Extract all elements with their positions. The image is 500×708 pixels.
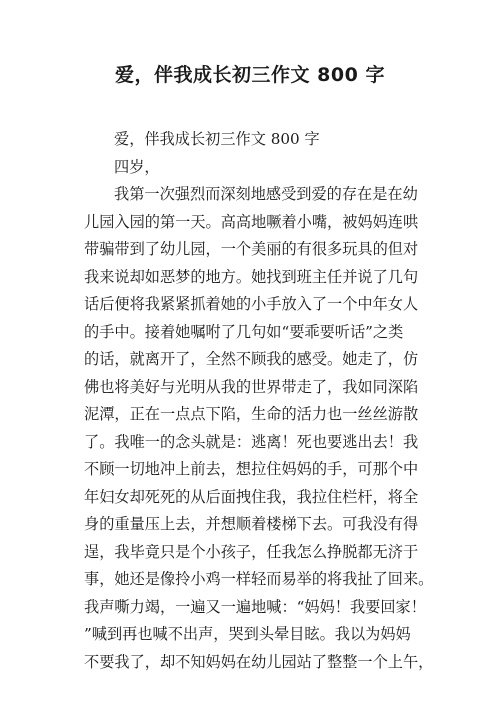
paragraph-line: 带骗带到了幼儿园，一个美丽的有很多玩具的但对 (84, 240, 419, 258)
paragraph-line: 不要我了，却不知妈妈在幼儿园站了整整一个上午， (84, 652, 434, 671)
paragraph-line: 逞，我毕竟只是个小孩子，任我怎么挣脱都无济于 (84, 542, 419, 561)
paragraph-line: 我第一次强烈而深刻地感受到爱的存在是在幼 (114, 185, 418, 203)
paragraph-line: 我来说却如恶梦的地方。她找到班主任并说了几句 (84, 267, 419, 286)
paragraph-line: 事，她还是像拎小鸡一样轻而易举的将我扯了回来。 (84, 570, 434, 588)
paragraph-line: 身的重量压上去，并想顺着楼梯下去。可我没有得 (84, 515, 419, 533)
paragraph-line: ”喊到再也喊不出声，哭到头晕目眩。我以为妈妈 (84, 625, 411, 643)
paragraph-line: 了。我唯一的念头就是：逃离！死也要逃出去！我 (84, 432, 419, 451)
paragraph-line: 的手中。接着她嘱咐了几句如“要乖要听话”之类 (84, 322, 404, 341)
age-line: 四岁， (114, 157, 160, 176)
paragraph-line: 不顾一切地冲上前去，想拉住妈妈的手，可那个中 (84, 460, 419, 478)
heading-repeat: 爱，伴我成长初三作文 800 字 (114, 130, 320, 148)
paragraph-line: 的话，就离开了，全然不顾我的感受。她走了，仿 (84, 350, 419, 368)
paragraph-line: 泥潭，正在一点点下陷，生命的活力也一丝丝游散 (84, 405, 419, 423)
document-title: 爱，伴我成长初三作文 800 字 (115, 64, 385, 86)
paragraph-line: 年妇女却死死的从后面拽住我，我拉住栏杆，将全 (84, 487, 419, 506)
paragraph-line: 儿园入园的第一天。高高地噘着小嘴，被妈妈连哄 (84, 212, 419, 231)
paragraph-line: 佛也将美好与光明从我的世界带走了，我如同深陷 (84, 377, 419, 396)
paragraph-line: 我声嘶力竭，一遍又一遍地喊：“妈妈！我要回家！ (84, 597, 426, 616)
paragraph-line: 话后便将我紧紧抓着她的小手放入了一个中年女人 (84, 295, 419, 313)
document-body (84, 126, 434, 676)
